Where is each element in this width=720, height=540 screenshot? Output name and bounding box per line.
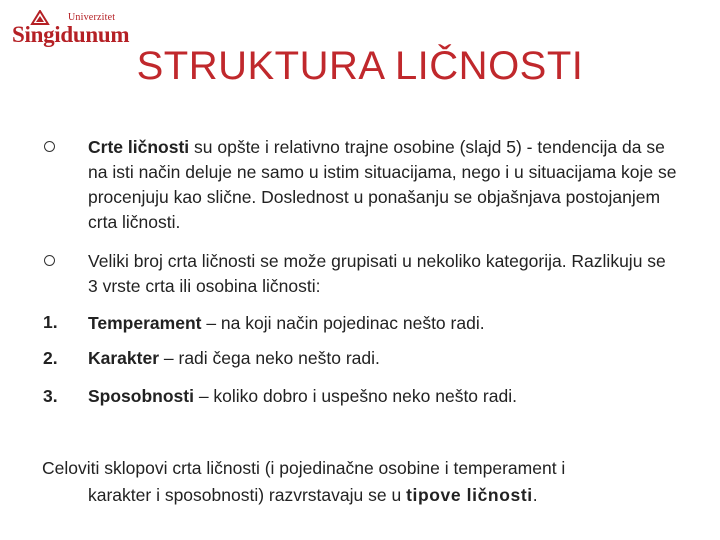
numbered-1-text: – na koji način pojedinac nešto radi. [201, 313, 485, 333]
numbered-3-bold: Sposobnosti [88, 386, 194, 406]
conclusion-line-1: Celoviti sklopovi crta ličnosti (i pojedinačne osobine i temperament i [42, 458, 566, 478]
numbered-1-bold: Temperament [88, 313, 202, 333]
conclusion-period: . [532, 485, 538, 505]
conclusion-line-2 [42, 482, 682, 509]
numbered-3-text: – koliko dobro i uspešno neko nešto radi. [193, 386, 517, 406]
logo-university-label: Univerzitet [68, 12, 116, 23]
bullet-circle-icon [44, 141, 55, 152]
conclusion-line-2-text: karakter i sposobnosti) razvrstavaju se u [88, 485, 407, 505]
numbered-2-bold: Karakter [88, 348, 160, 368]
bullet-item-2 [88, 249, 678, 299]
logo-name: Singidunum [12, 22, 130, 47]
numbered-marker-3: 3. [43, 386, 58, 406]
bullet-2-text: Veliki broj crta ličnosti se može grupisati u nekoliko kategorija. Razlikuju se 3 vrste crta ili osobina ličnosti: [88, 251, 666, 296]
bullet-1-bold: Crte ličnosti [88, 137, 190, 157]
bullet-1-text: su opšte i relativno trajne osobine (slajd 5) - tendencija da se na isti način deluje ne samo u istim situacijama, nego i u situacijama koje se procenjuju kao slične. Doslednost u ponašanju se objašnjava postojanjem crta ličnosti. [88, 137, 677, 232]
numbered-item-1 [88, 311, 678, 336]
university-logo [12, 10, 130, 48]
numbered-marker-2: 2. [43, 348, 58, 368]
bullet-circle-icon [44, 255, 55, 266]
numbered-item-2 [88, 346, 678, 371]
numbered-item-3 [88, 384, 678, 409]
bullet-item-1 [88, 135, 678, 235]
numbered-2-text: – radi čega neko nešto radi. [159, 348, 380, 368]
numbered-marker-1: 1. [43, 312, 58, 332]
slide-title: STRUKTURA LIČNOSTI [136, 44, 584, 88]
conclusion-paragraph [42, 455, 682, 509]
conclusion-bold-term: tipove ličnosti [406, 485, 533, 505]
